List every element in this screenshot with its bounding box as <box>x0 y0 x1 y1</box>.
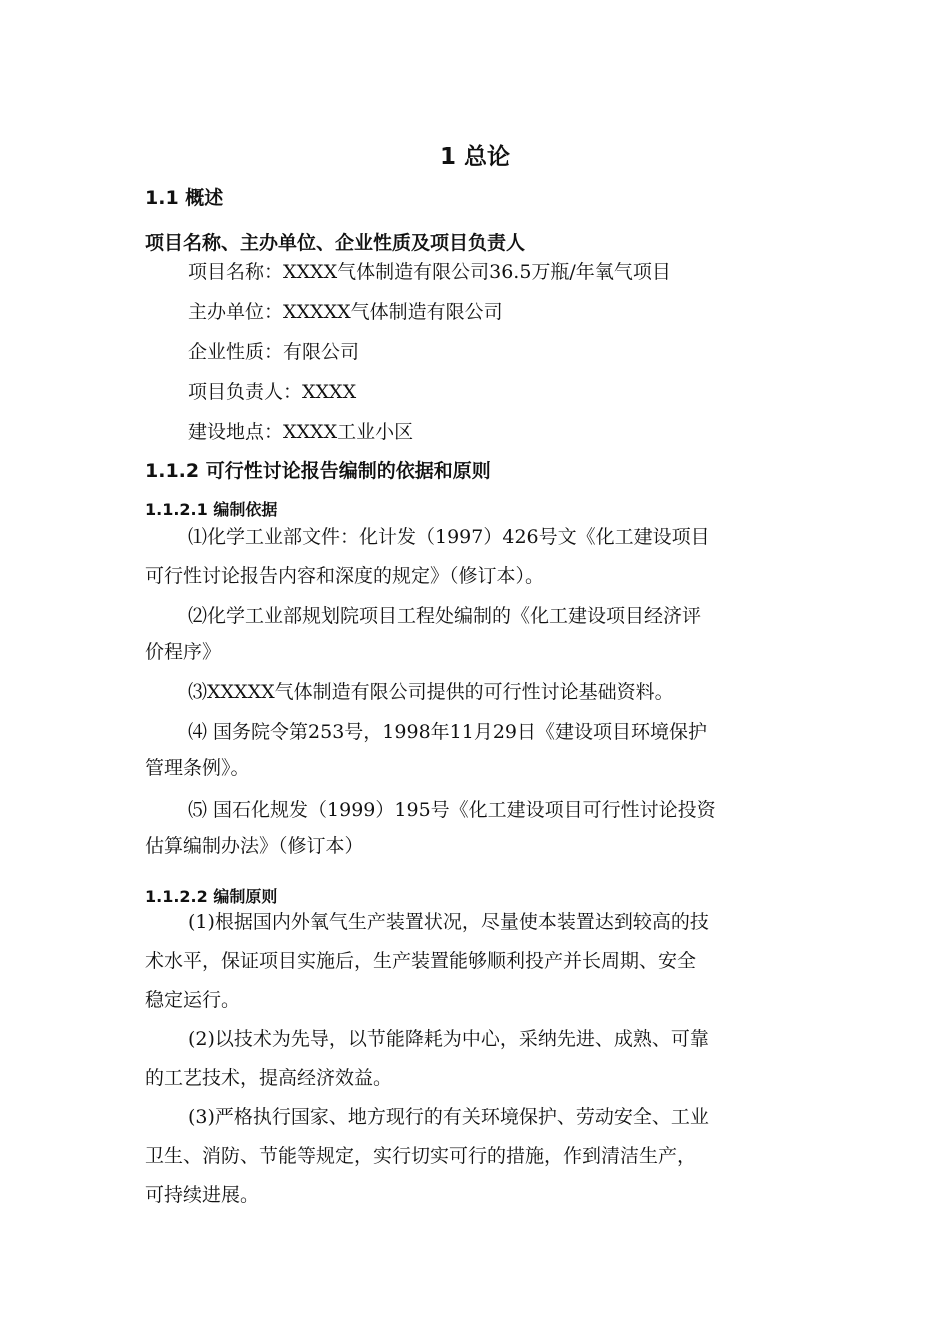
enterprise-nature: 企业性质：有限公司 <box>188 341 360 363</box>
basis-item-2-line-1: ⑵化学工业部规划院项目工程处编制的《化工建设项目经济评 <box>188 605 702 627</box>
basis-item-4-line-2: 管理条例》。 <box>145 757 250 779</box>
basis-item-5-line-1: ⑸ 国石化规发（1999）195号《化工建设项目可行性讨论投资 <box>188 799 716 821</box>
principles-heading: 1.1.2.2 编制原则 <box>145 887 278 906</box>
construction-location: 建设地点：XXXX工业小区 <box>188 421 414 443</box>
principle-3-line-2: 卫生、消防、节能等规定，实行切实可行的措施，作到清洁生产， <box>145 1145 697 1167</box>
basis-item-1-line-1: ⑴化学工业部文件：化计发（1997）426号文《化工建设项目 <box>188 526 710 548</box>
chapter-title: 1 总论 <box>439 144 510 170</box>
project-info-heading: 项目名称、主办单位、企业性质及项目负责人 <box>145 232 526 254</box>
project-leader: 项目负责人：XXXX <box>188 381 357 403</box>
basis-item-3: ⑶XXXXX气体制造有限公司提供的可行性讨论基础资料。 <box>188 681 674 703</box>
principle-3-line-1: (3)严格执行国家、地方现行的有关环境保护、劳动安全、工业 <box>188 1106 709 1128</box>
basis-item-2-line-2: 价程序》 <box>145 641 222 663</box>
basis-item-4-line-1: ⑷ 国务院令第253号，1998年11月29日《建设项目环境保护 <box>188 721 708 743</box>
principle-1-line-1: (1)根据国内外氧气生产装置状况，尽量使本装置达到较高的技 <box>188 911 709 933</box>
section-heading-basis-principles: 1.1.2 可行性讨论报告编制的依据和原则 <box>145 460 491 482</box>
basis-heading: 1.1.2.1 编制依据 <box>145 500 278 519</box>
principle-2-line-1: (2)以技术为先导，以节能降耗为中心，采纳先进、成熟、可靠 <box>188 1028 709 1050</box>
basis-item-5-line-2: 估算编制办法》（修订本） <box>145 835 364 857</box>
project-name: 项目名称：XXXX气体制造有限公司36.5万瓶/年氧气项目 <box>188 261 671 283</box>
basis-item-1-line-2: 可行性讨论报告内容和深度的规定》（修订本）。 <box>145 565 545 587</box>
principle-1-line-3: 稳定运行。 <box>145 989 241 1011</box>
section-heading-overview: 1.1 概述 <box>145 187 224 209</box>
principle-2-line-2: 的工艺技术，提高经济效益。 <box>145 1067 393 1089</box>
principle-1-line-2: 术水平，保证项目实施后，生产装置能够顺利投产并长周期、安全 <box>145 950 697 972</box>
project-sponsor: 主办单位：XXXXX气体制造有限公司 <box>188 301 503 323</box>
principle-3-line-3: 可持续进展。 <box>145 1184 260 1206</box>
